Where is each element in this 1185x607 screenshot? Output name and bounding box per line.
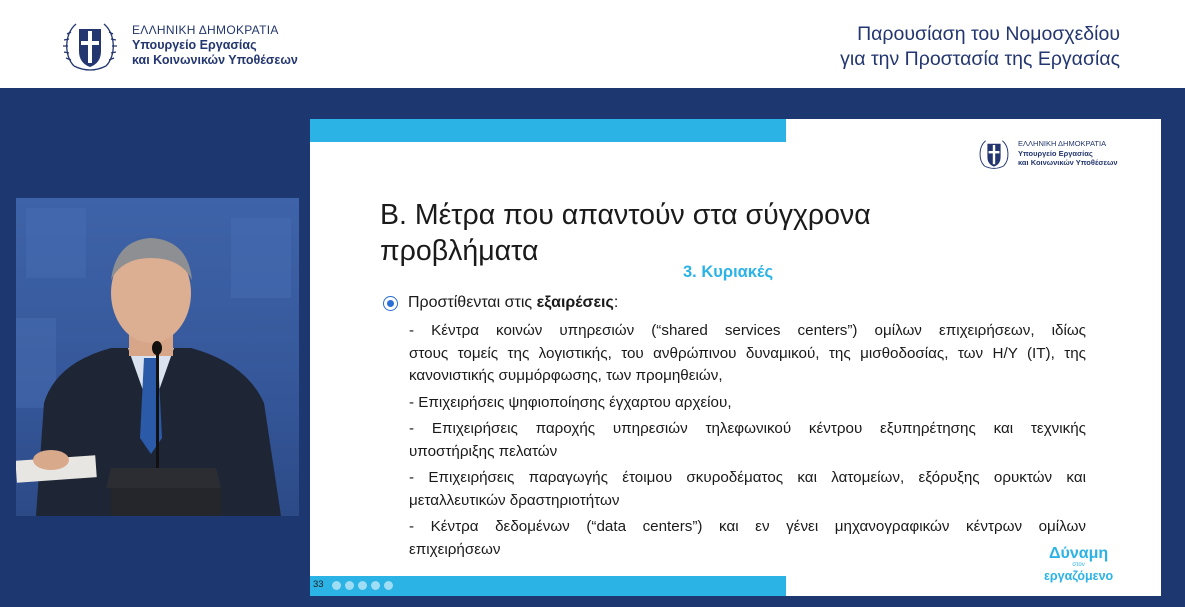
campaign-logo [1044, 545, 1113, 583]
bullet-suffix: : [613, 294, 619, 311]
exceptions-list [409, 320, 1086, 565]
greek-coat-of-arms-icon [62, 16, 118, 76]
slideshow-controls[interactable] [332, 581, 393, 590]
slide-accent-bar-top [310, 119, 786, 142]
slide-ministry-name [1018, 139, 1118, 168]
list-item [409, 516, 1086, 561]
list-item-continuation: μεταλλευτικών δραστηριοτήτων [409, 491, 620, 509]
bullet-prefix: Προστίθενται στις [408, 294, 537, 311]
slide-heading [380, 197, 980, 269]
slide-subheading: 3. Κυριακές [683, 263, 774, 281]
greek-coat-of-arms-icon [977, 136, 1011, 172]
ministry-line-2: Υπουργείο Εργασίας [132, 38, 257, 52]
list-item-line: - Επιχειρήσεις ψηφιοποίησης έγχαρτου αρχείου, [409, 393, 732, 411]
list-item-line: - Κέντρα κοινών υπηρεσιών (“shared services centers”) ομίλων επιχειρήσεων, ιδίως [409, 322, 1086, 339]
list-item [409, 392, 1086, 415]
list-item-continuation: υποστήριξης πελατών [409, 442, 558, 460]
campaign-logo-line-1: Δύναμη [1049, 545, 1109, 562]
previous-slide-icon[interactable] [332, 581, 341, 590]
list-item [409, 418, 1086, 463]
list-item-line: - Κέντρα δεδομένων (“data centers”) και εν γένει μηχανογραφικών κέντρων ομίλων [409, 518, 1086, 535]
slide-heading-line-2: προβλήματα [380, 235, 539, 267]
list-item-continuation: επιχειρήσεων [409, 540, 501, 558]
bullet-bold-word: εξαιρέσεις [536, 294, 614, 311]
bullet-intro [383, 294, 618, 312]
pen-tool-icon[interactable] [358, 581, 367, 590]
presentation-title [840, 22, 1120, 72]
campaign-logo-line-3: εργαζόμενο [1044, 569, 1114, 583]
presentation-slide [310, 119, 1161, 596]
ministry-name [132, 23, 298, 68]
ministry-line-1: ΕΛΛΗΝΙΚΗ ΔΗΜΟΚΡΑΤΙΑ [132, 23, 279, 37]
slide-ministry-line-2: Υπουργείο Εργασίας [1018, 148, 1093, 158]
slide-ministry-line-3: και Κοινωνικών Υποθέσεων [1018, 158, 1118, 167]
list-item-line: - Επιχειρήσεις παραγωγής έτοιμου σκυροδέματος και λατομείων, εξόρυξης ορυκτών και [409, 469, 1086, 486]
slide-page-number: 33 [313, 579, 324, 590]
radio-bullet-icon [383, 296, 398, 311]
ministry-line-3: και Κοινωνικών Υποθέσεων [132, 53, 298, 67]
list-item [409, 467, 1086, 512]
more-options-icon[interactable] [384, 581, 393, 590]
campaign-logo-line-2: στον [1072, 562, 1085, 568]
list-item [409, 320, 1086, 388]
zoom-icon[interactable] [371, 581, 380, 590]
speaker-video-feed [16, 198, 299, 516]
speaker-illustration [16, 198, 299, 516]
slide-heading-line-1: Β. Μέτρα που απαντούν στα σύγχρονα [380, 199, 871, 231]
presentation-title-line-2: για την Προστασία της Εργασίας [840, 48, 1120, 70]
broadcast-header [0, 0, 1185, 88]
presentation-title-line-1: Παρουσίαση του Νομοσχεδίου [857, 23, 1120, 45]
next-slide-icon[interactable] [345, 581, 354, 590]
list-item-continuation: στους τομείς της λογιστικής, του ανθρώπινου δυναμικού, της μισθοδοσίας, των Η/Υ (IT), της κανονιστικής συμμόρφωσης, των προμηθειών, [409, 344, 1086, 384]
bullet-text [408, 294, 618, 312]
slide-ministry-line-1: ΕΛΛΗΝΙΚΗ ΔΗΜΟΚΡΑΤΙΑ [1018, 139, 1107, 148]
list-item-line: - Επιχειρήσεις παροχής υπηρεσιών τηλεφωνικού κέντρου εξυπηρέτησης και τεχνικής [409, 420, 1086, 437]
